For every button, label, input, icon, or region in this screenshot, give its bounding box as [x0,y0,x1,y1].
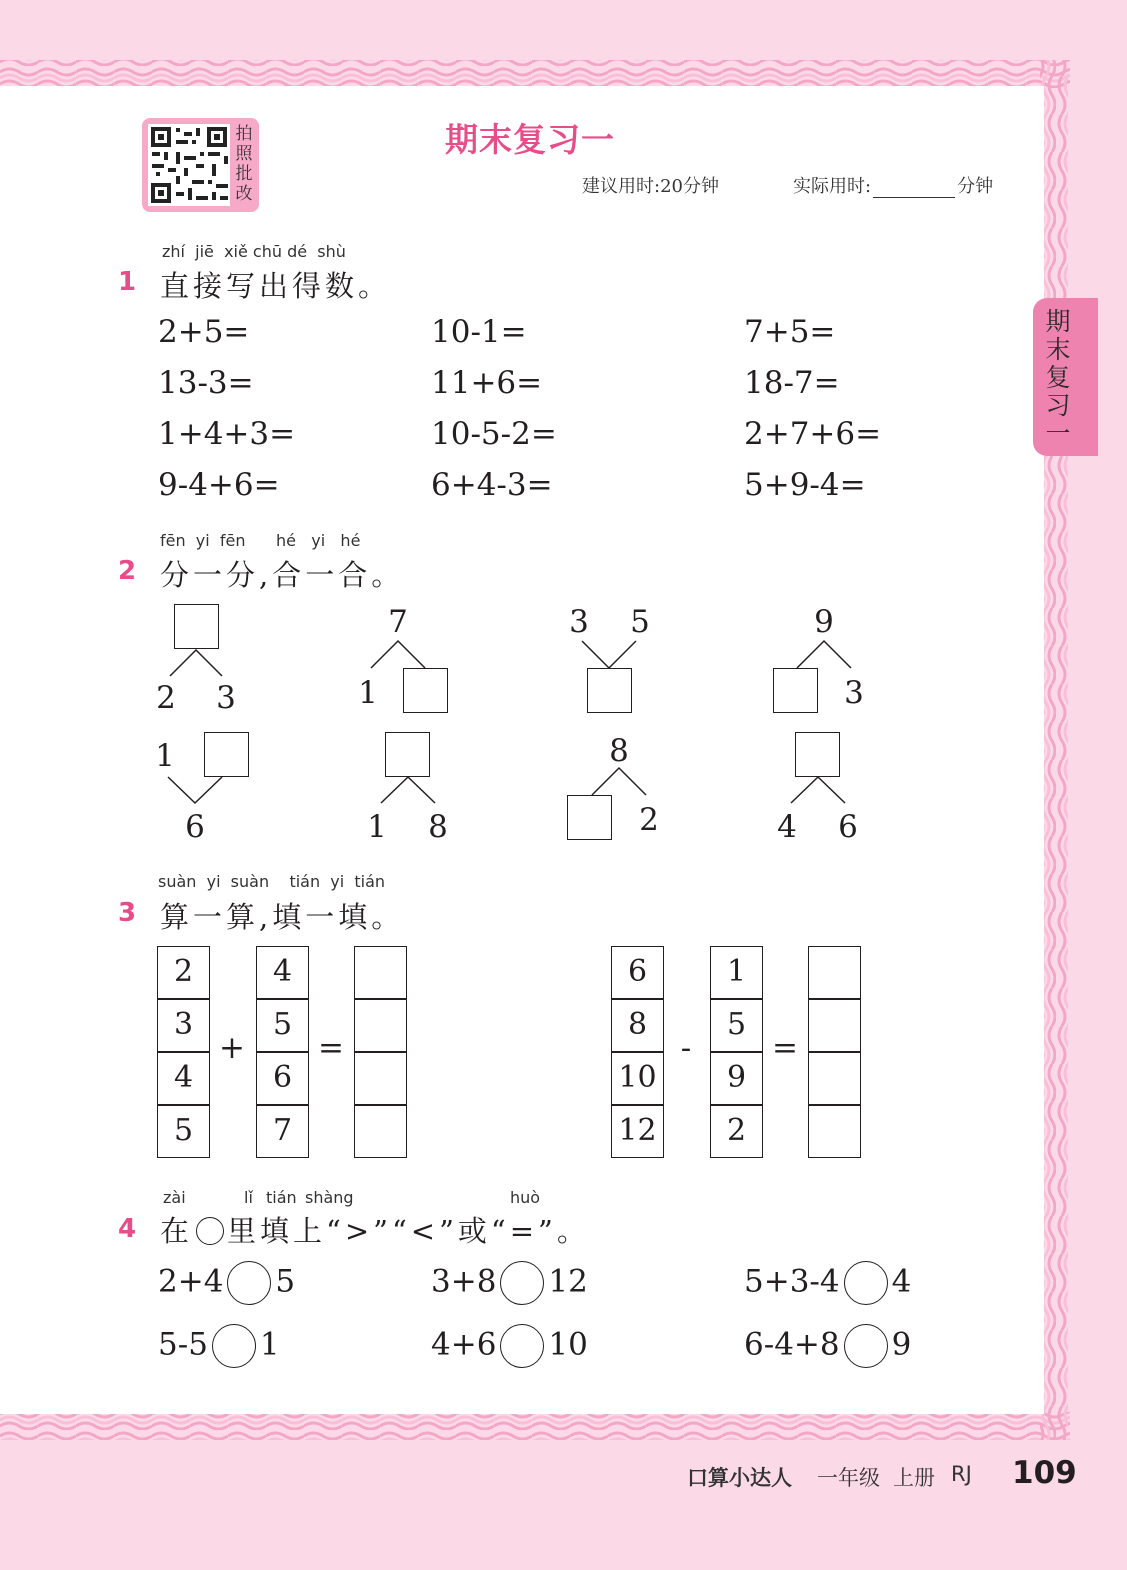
q2-tree8-right: 6 [838,809,858,845]
q2-number: 2 [118,556,137,586]
q1-expression: 18-7= [744,365,840,401]
q3-sub-answer-cell[interactable] [808,946,861,999]
footer-grade: 一年级 [817,1466,880,1490]
q1-expression: 2+5= [158,314,250,350]
q1-expression: 10-1= [431,314,527,350]
q4-right-value: 12 [548,1263,588,1300]
q3-add-a-cell: 4 [157,1052,210,1105]
q4-instruction-part1: 在 [160,1214,194,1248]
q3-add-operator: + [219,1030,245,1066]
q3-add-b-cell: 6 [256,1052,309,1105]
q1-instruction: 直接写出得数。 [160,269,392,303]
q1-pinyin: zhí jiē xiě chū dé shù [162,242,346,261]
actual-time-blank[interactable] [873,197,955,198]
q1-expression: 1+4+3= [158,416,296,452]
q3-sub-a-cell: 6 [611,946,664,999]
q2-tree1-right: 3 [216,680,236,716]
side-tab [1033,298,1098,456]
q3-add-b-cell: 7 [256,1105,309,1158]
q4-number: 4 [118,1214,137,1244]
q1-expression: 9-4+6= [158,467,280,503]
q3-pinyin: suàn yi suàn tián yi tián [158,872,386,891]
q3-sub-a-cell: 8 [611,999,664,1052]
q3-sub-answer-cell[interactable] [808,1105,861,1158]
q4-comparison [744,1261,911,1305]
q4-right-value: 4 [891,1263,912,1300]
q4-comparison [158,1261,295,1305]
q4-instruction [160,1209,590,1250]
q2-tree7-right: 2 [639,802,659,838]
q4-left-expression: 4+6 [431,1326,497,1363]
q3-number: 3 [118,898,137,928]
q3-sub-answer-cell[interactable] [808,1052,861,1105]
actual-time-unit: 分钟 [957,176,994,197]
q4-answer-circle[interactable] [500,1261,544,1305]
q4-left-expression: 6-4+8 [744,1326,840,1363]
q2-tree6-top-box[interactable] [385,732,430,777]
q3-instruction: 算一算,填一填。 [160,900,405,934]
q2-tree3-right: 5 [630,604,650,640]
q4-answer-circle[interactable] [500,1324,544,1368]
q2-tree4-left-box[interactable] [773,668,818,713]
qr-code-block[interactable] [142,118,259,212]
footer-volume: 上册 [893,1466,935,1490]
q4-left-expression: 5-5 [158,1326,208,1363]
q4-right-value: 1 [259,1326,280,1363]
q1-expression: 13-3= [158,365,254,401]
q4-right-value: 10 [548,1326,588,1363]
q1-expression: 2+7+6= [744,416,882,452]
q4-pinyin-huo: huò [510,1188,541,1207]
q2-tree8-top-box[interactable] [795,732,840,777]
q2-tree4-right: 3 [844,675,864,711]
q2-pinyin: fēn yi fēn hé yi hé [160,531,361,550]
q3-add-a-cell: 2 [157,946,210,999]
q3-sub-b-cell: 9 [710,1052,763,1105]
qr-code-icon [148,124,230,206]
q4-left-expression: 5+3-4 [744,1263,840,1300]
q4-instruction-part2: 里填上“>”“<”或“=”。 [227,1214,590,1248]
qr-label: 拍照批改 [235,124,253,204]
actual-time [793,172,993,198]
q4-pinyin-shang: shàng [305,1188,354,1207]
q4-answer-circle[interactable] [227,1261,271,1305]
q1-expression: 7+5= [744,314,836,350]
q4-comparison [431,1324,588,1368]
actual-time-label: 实际用时: [793,176,872,197]
q2-tree5-left: 1 [155,738,175,774]
q3-add-answer-cell[interactable] [354,1105,407,1158]
q2-tree8-left: 4 [777,809,797,845]
q4-right-value: 9 [891,1326,912,1363]
q1-expression: 11+6= [431,365,543,401]
q2-tree5-right-box[interactable] [204,732,249,777]
q2-tree7-left-box[interactable] [567,795,612,840]
q1-expression: 5+9-4= [744,467,866,503]
q3-add-a-cell: 3 [157,999,210,1052]
q3-sub-a-cell: 12 [611,1105,664,1158]
q3-sub-b-cell: 5 [710,999,763,1052]
q3-add-a-cell: 5 [157,1105,210,1158]
q3-sub-b-cell: 2 [710,1105,763,1158]
q3-add-b-cell: 4 [256,946,309,999]
q4-pinyin-zai: zài [163,1188,186,1207]
q1-number: 1 [118,267,137,297]
q2-tree7-top: 8 [609,733,629,769]
q4-answer-circle[interactable] [844,1261,888,1305]
q3-sub-a-cell: 10 [611,1052,664,1105]
q3-sub-equals: = [772,1030,798,1066]
q2-tree3-left: 3 [569,604,589,640]
footer-book-title: 口算小达人 [687,1466,792,1490]
q4-pinyin-li: lǐ [244,1188,253,1207]
q2-tree6-left: 1 [367,809,387,845]
q3-add-answer-cell[interactable] [354,999,407,1052]
q4-answer-circle[interactable] [844,1324,888,1368]
page-number: 109 [1012,1455,1077,1491]
q4-comparison [158,1324,280,1368]
q2-tree4-top: 9 [814,604,834,640]
q2-tree5-bottom: 6 [185,809,205,845]
suggested-time: 建议用时:20分钟 [582,176,719,197]
q3-add-b-cell: 5 [256,999,309,1052]
side-tab-label: 期末复习一 [1045,307,1071,448]
q2-tree1-top-box[interactable] [174,604,219,649]
q1-expression: 10-5-2= [431,416,557,452]
q3-add-equals: = [318,1030,344,1066]
q4-pinyin-tian: tián [266,1188,297,1207]
q3-add-answer-cell[interactable] [354,946,407,999]
q4-right-value: 5 [275,1263,296,1300]
q2-tree2-left: 1 [358,675,378,711]
q3-sub-answer-cell[interactable] [808,999,861,1052]
q2-tree2-right-box[interactable] [403,668,448,713]
q2-tree3-bottom-box[interactable] [587,668,632,713]
page-title: 期末复习一 [445,120,615,159]
q2-tree1-left: 2 [156,680,176,716]
q2-tree2-top: 7 [388,604,408,640]
q1-expression: 6+4-3= [431,467,553,503]
q4-left-expression: 3+8 [431,1263,497,1300]
q4-comparison [431,1261,588,1305]
q4-comparison [744,1324,911,1368]
footer-edition: RJ [951,1462,972,1486]
circle-icon [196,1217,224,1245]
q4-answer-circle[interactable] [212,1324,256,1368]
q2-instruction: 分一分,合一合。 [160,558,405,592]
q2-tree6-right: 8 [428,809,448,845]
q3-sub-operator: - [680,1030,692,1066]
q4-left-expression: 2+4 [158,1263,224,1300]
q3-sub-b-cell: 1 [710,946,763,999]
q3-add-answer-cell[interactable] [354,1052,407,1105]
